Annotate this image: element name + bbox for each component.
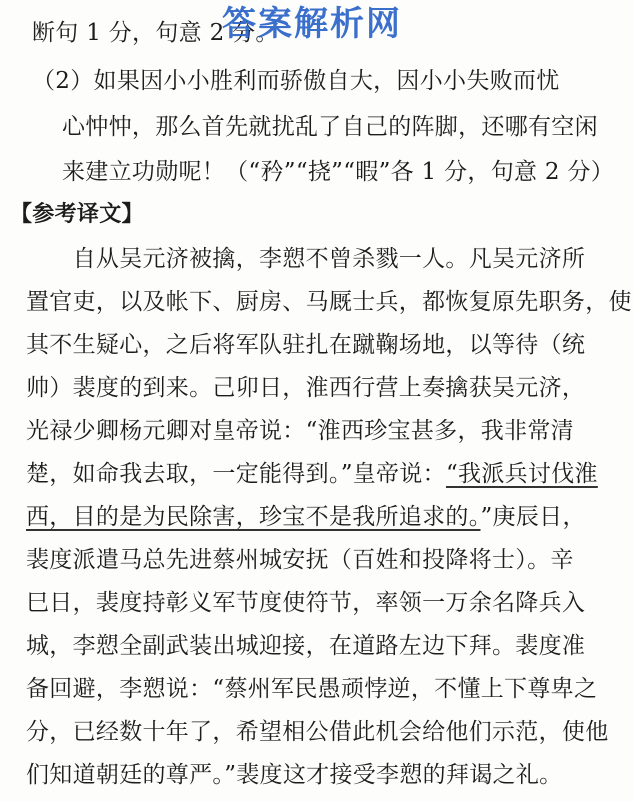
translation-line-6-text: 楚，如命我去取，一定能得到。”皇帝说： bbox=[26, 461, 446, 487]
underlined-quote-start: “我派兵讨伐淮 bbox=[445, 461, 598, 487]
watermark-logo: 答案解析网 bbox=[222, 4, 402, 44]
translation-line-2: 置官吏，以及帐下、厨房、马厩士兵，都恢复原先职务，使 bbox=[26, 289, 632, 315]
translation-line-12: 分，已经数十年了，希望相公借此机会给他们示范，使他 bbox=[26, 719, 609, 745]
underlined-quote-end: 西，目的是为民除害，珍宝不是我所追求的。 bbox=[26, 504, 481, 530]
translation-line-8: 裴度派遣马总先进蔡州城安抚（百姓和投降将士）。辛 bbox=[26, 547, 574, 573]
translation-line-11: 备回避，李愬说：“蔡州军民愚顽悖逆，不懂上下尊卑之 bbox=[26, 676, 598, 702]
translation-line-9: 巳日，裴度持彰义军节度使符节，率领一万余名降兵入 bbox=[26, 590, 586, 616]
answer-line-3: 心忡忡，那么首先就扰乱了自己的阵脚，还哪有空闲 bbox=[62, 114, 598, 140]
translation-line-7-tail: ”庚辰日， bbox=[480, 504, 586, 530]
answer-line-1: 断句 1 分，句意 2 分。 bbox=[32, 20, 279, 46]
answer-line-2: （2）如果因小小胜利而骄傲自大，因小小失败而忧 bbox=[32, 68, 560, 94]
translation-line-10: 城，李愬全副武装出城迎接，在道路左边下拜。裴度准 bbox=[26, 633, 586, 659]
translation-line-4: 帅）裴度的到来。己卯日，淮西行营上奏擒获吴元济， bbox=[26, 375, 586, 401]
translation-line-5: 光禄少卿杨元卿对皇帝说：“淮西珍宝甚多，我非常清 bbox=[26, 418, 574, 444]
translation-line-7 bbox=[0, 502, 633, 532]
translation-line-13: 们知道朝廷的尊严。”裴度这才接受李愬的拜谒之礼。 bbox=[26, 762, 563, 788]
translation-line-3: 其不生疑心，之后将军队驻扎在蹴鞠场地，以等待（统 bbox=[26, 332, 586, 358]
answer-line-4: 来建立功勋呢！（“矜”“挠”“暇”各 1 分，句意 2 分） bbox=[62, 159, 615, 185]
translation-line-1: 自从吴元济被擒，李愬不曾杀戮一人。凡吴元济所 bbox=[26, 246, 586, 272]
section-heading: 【参考译文】 bbox=[10, 202, 144, 227]
translation-line-6 bbox=[0, 459, 633, 489]
